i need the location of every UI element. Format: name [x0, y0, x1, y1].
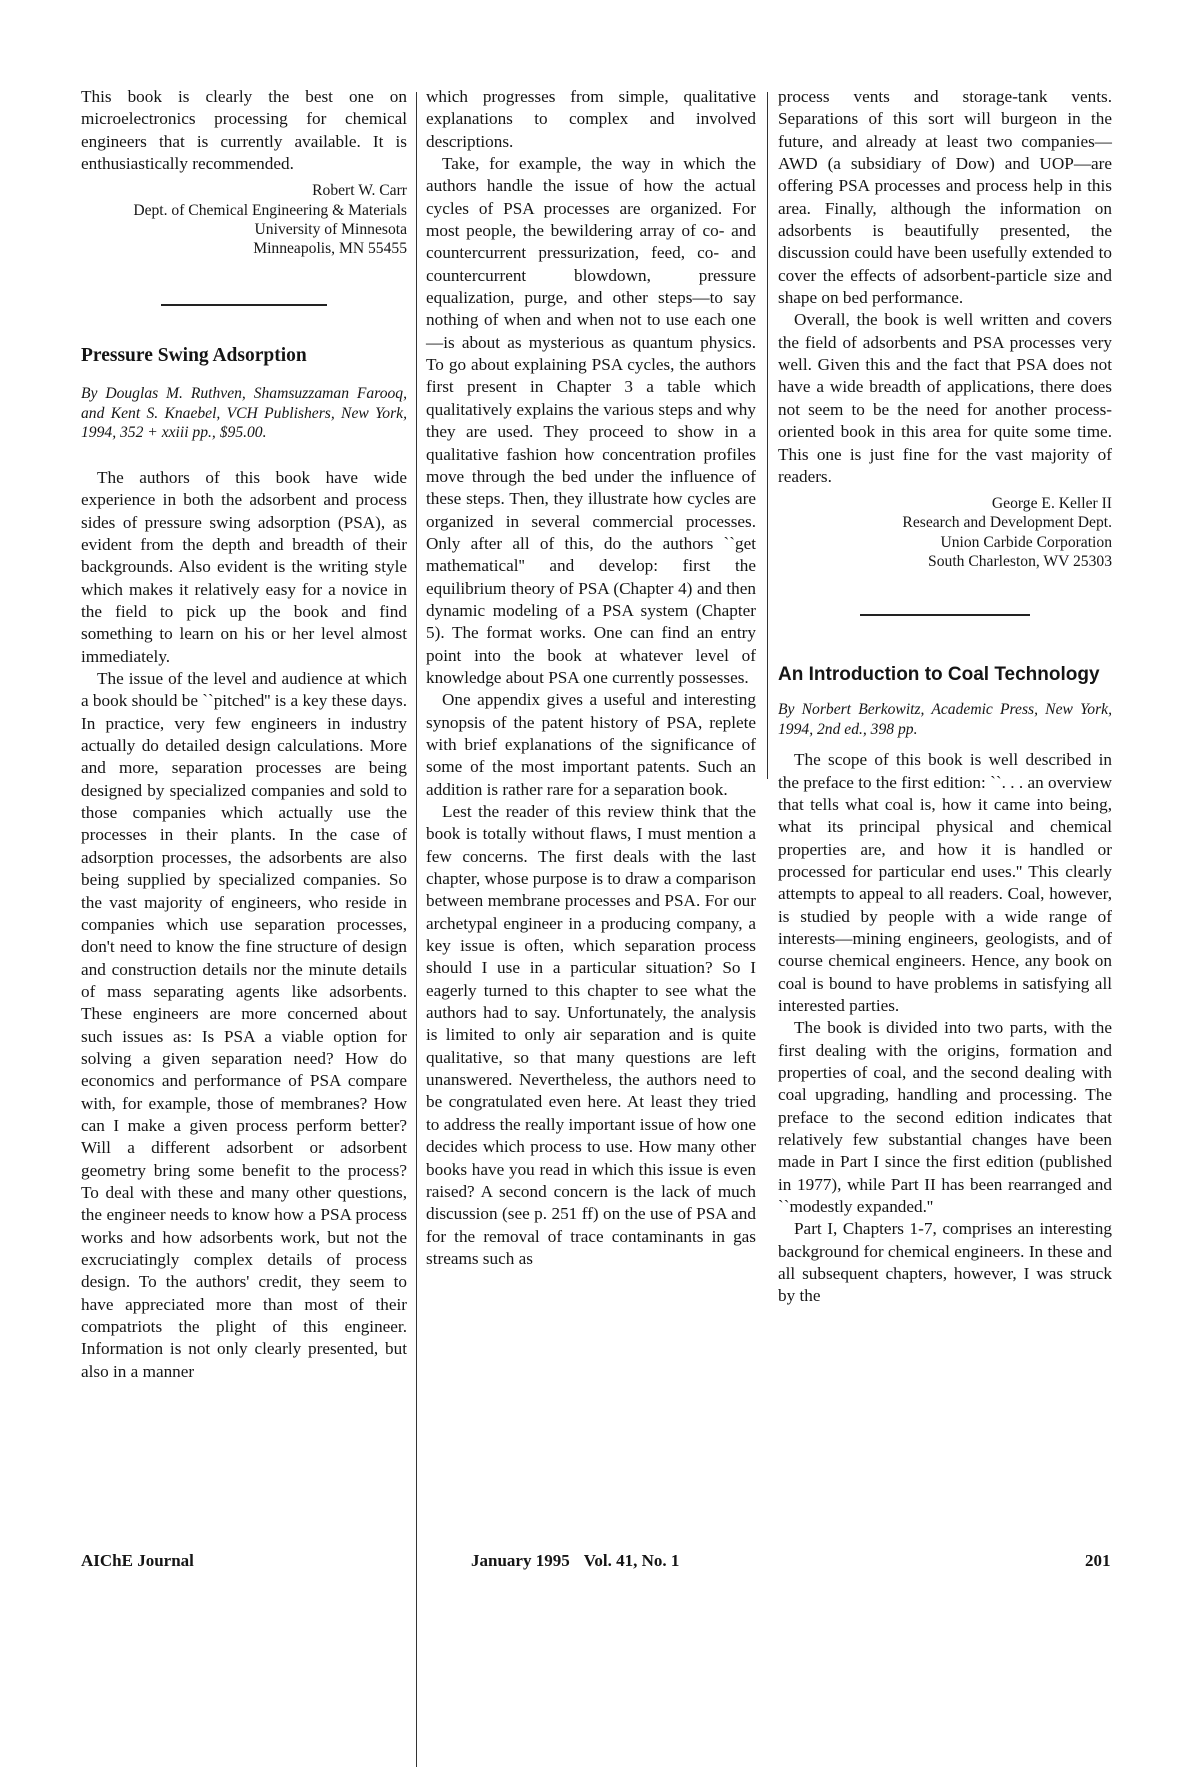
previous-reviewer-signature — [81, 181, 407, 258]
body-paragraph: process vents and storage-tank vents. Separations of this sort will burgeon in the future, and already at least two companies—AWD (a subsidiary of Dow) and UOP—are offering PSA processes and process help in this area. Finally, although the information on adsorbents is beautifully presented, the discussion could have been usefully extended to cover the effects of adsorbent-particle size and shape on bed performance. — [778, 87, 1112, 308]
body-paragraph: The book is divided into two parts, with the first dealing with the origins, formation and properties of coal, and the second dealing with coal upgrading, handling and processing. The preface to the second edition indicates that relatively few substantial changes have been made in Part I since the first edition (published in 1977), while Part II has been rearranged and ``modestly expanded.'' — [778, 1018, 1112, 1217]
footer-issue — [471, 1551, 679, 1571]
reviewer-signature — [778, 494, 1112, 571]
body-paragraph: Lest the reader of this review think that the book is totally without flaws, I must mention a few concerns. The first deals with the last chapter, whose purpose is to draw a comparison between membrane processes and PSA. For our archetypal engineer in a producing company, a key issue is often, which separation process should I use in a particular situation? So I eagerly turned to this chapter to see what the authors had to say. Unfortunately, the analysis is limited to only air separation and is quite qualitative, so that many questions are left unanswered. Nevertheless, the authors need to be congratulated even here. At least they tried to address the really important issue of how one decides which process to use. How many other books have you read in which this issue is even raised? A second concern is the lack of much discussion (see p. 251 ff) on the use of PSA and for the removal of trace contaminants in gas streams such as — [426, 802, 756, 1268]
column-3 — [778, 86, 1112, 1308]
column-2 — [426, 86, 756, 1270]
signature-line: South Charleston, WV 25303 — [928, 552, 1112, 570]
section-separator — [161, 304, 327, 306]
body-paragraph: The authors of this book have wide experience in both the adsorbent and process sides of pressure swing adsorption (PSA), as evident from the depth and breadth of their backgrounds. Also evident is the writing style which makes it relatively easy for a novice in the field to pick up the book and find something to learn on his or her level almost immediately. — [81, 467, 407, 666]
previous-review-ending: This book is clearly the best one on microelectronics processing for chemical engineers that is currently available. It is enthusiastically recommended. — [81, 87, 407, 174]
footer-journal: AIChE Journal — [81, 1551, 194, 1570]
footer-date: January 1995 — [471, 1551, 570, 1570]
body-paragraph: The scope of this book is well described in the preface to the first edition: ``. . . an overview that tells what coal is, how it came into being, what its principal physical and chemical properties are, and how it is handled or processed for particular end uses.'' This clearly attempts to appeal to all readers. Coal, however, is studied by people with a wide range of interests—mining engineers, geologists, and of course chemical engineers. Hence, any book on coal is bound to have problems in satisfying all interested parties. — [778, 750, 1112, 1015]
column-divider-1 — [416, 92, 417, 1767]
review-title: Pressure Swing Adsorption — [81, 345, 307, 367]
signature-line: Dept. of Chemical Engineering & Materials — [133, 201, 407, 219]
body-paragraph: Overall, the book is well written and covers the field of adsorbents and PSA processes very well. Given this and the fact that PSA does not have a wide breadth of applications, there does not seem to be the need for another process-oriented book in this area for quite some time. This one is just fine for the vast majority of readers. — [778, 310, 1112, 486]
page-number: 201 — [1085, 1551, 1111, 1570]
signature-line: George E. Keller II — [991, 495, 1112, 513]
body-paragraph: One appendix gives a useful and interesting synopsis of the patent history of PSA, replete with brief explanations of the significance of some of the most important patents. Such an addition is rather rare for a separation book. — [426, 690, 756, 799]
signature-line: Research and Development Dept. — [902, 514, 1112, 532]
signature-line: Robert W. Carr — [312, 182, 407, 200]
review-title: An Introduction to Coal Technology — [778, 664, 1100, 685]
column-1 — [81, 86, 407, 1383]
signature-line: Minneapolis, MN 55455 — [253, 239, 407, 257]
body-paragraph: Part I, Chapters 1-7, comprises an interesting background for chemical engineers. In these and all subsequent chapters, however, I was struck by the — [778, 1219, 1112, 1306]
section-separator — [860, 614, 1030, 616]
body-paragraph: Take, for example, the way in which the authors handle the issue of how the actual cycles of PSA processes are organized. For most people, the bewildering array of co- and countercurrent pressurization, feed, co- and countercurrent blowdown, pressure equalization, purge, and other steps—to say nothing of when and when not to use each one—is about as mysterious as quantum physics. To go about explaining PSA cycles, the authors first present in Chapter 3 a table which qualitatively explains the various steps and why they are used. They proceed to show in a qualitative fashion how concentration profiles move through the bed under the influence of these steps. Then, they illustrate how cycles are organized in several commercial processes. Only after all of this, do the authors ``get mathematical'' and develop: first the equilibrium theory of PSA (Chapter 4) and then dynamic modeling of a PSA system (Chapter 5). The format works. One can find an entry point into the book at whatever level of knowledge about PSA one currently possesses. — [426, 154, 756, 687]
body-paragraph: The issue of the level and audience at which a book should be ``pitched'' is a key these days. In practice, very few engineers in industry actually do detailed design calculations. More and more, separation processes are being designed by specialized companies and sold to those companies which actually use the processes in their plants. In the case of adsorption processes, the adsorbents are also being supplied by specialized companies. So the vast majority of engineers, who reside in companies which use separation processes, don't need to know the fine structure of design and construction details nor the minute details of mass separating agents like adsorbents. These engineers are more concerned about such issues as: Is PSA a viable option for solving a given separation need? How do economics and performance of PSA compare with, for example, those of membranes? How can I make a given process perform better? Will a different adsorbent or adsorbent geometry bring some benefit to the process? To deal with these and many other questions, the engineer needs to know how a PSA process works and how adsorbents work, but not the excruciatingly complex details of process design. To the authors' credit, they seem to have appreciated more than most of their compatriots the plight of this engineer. Information is not only clearly presented, but also in a manner — [81, 669, 407, 1381]
signature-line: University of Minnesota — [254, 220, 407, 238]
body-paragraph: which progresses from simple, qualitative explanations to complex and involved descriptions. — [426, 87, 756, 151]
column-divider-2 — [767, 92, 768, 779]
signature-line: Union Carbide Corporation — [940, 533, 1112, 551]
review-byline: By Norbert Berkowitz, Academic Press, New York, 1994, 2nd ed., 398 pp. — [778, 701, 1112, 738]
review-byline: By Douglas M. Ruthven, Shamsuzzaman Farooq, and Kent S. Knaebel, VCH Publishers, New York, 1994, 352 + xxiii pp., $95.00. — [81, 385, 407, 442]
footer-volume: Vol. 41, No. 1 — [583, 1551, 680, 1570]
